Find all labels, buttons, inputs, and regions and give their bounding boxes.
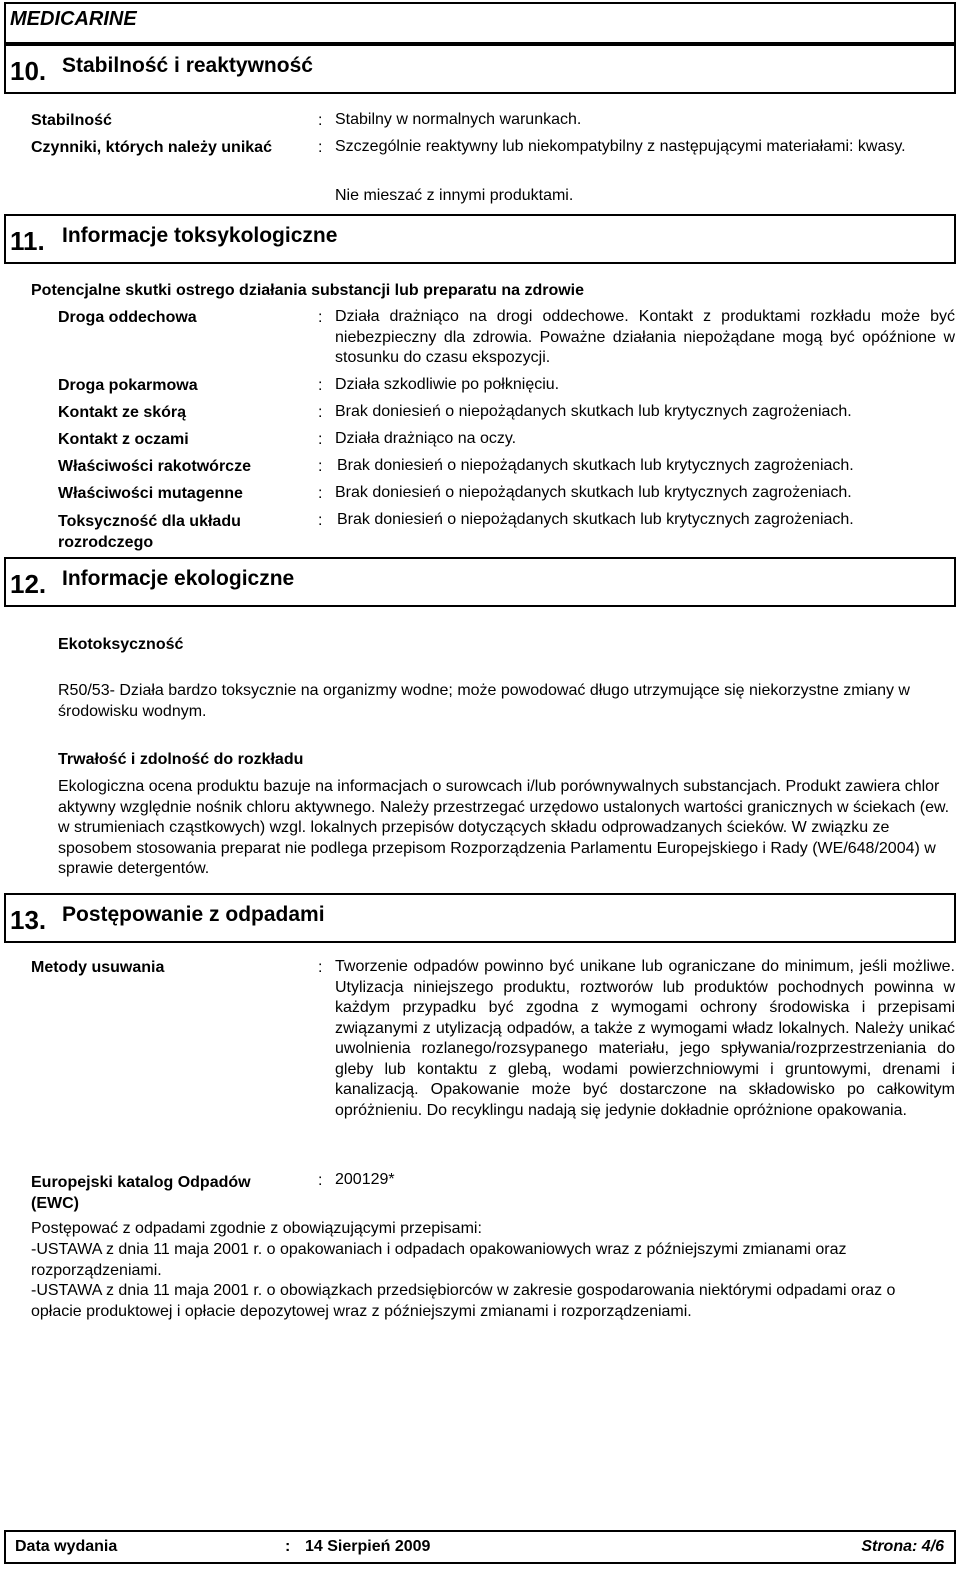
tox-label-reproductive: Toksyczność dla układu rozrodczego xyxy=(58,513,241,551)
colon: : xyxy=(318,309,323,326)
section-10-number: 10. xyxy=(10,56,47,86)
issue-date-colon: : xyxy=(285,1538,291,1555)
colon: : xyxy=(318,1172,323,1189)
colon: : xyxy=(318,458,323,475)
regulation-intro: Postępować z odpadami zgodnie z obowiązującymi przepisami: xyxy=(31,1220,482,1237)
ecotoxicity-text: R50/53- Działa bardzo toksycznie na organizmy wodne; może powodować długo utrzymujące się niekorzystne zmiany w środowisku wodnym. xyxy=(58,682,910,720)
colon: : xyxy=(318,404,323,421)
issue-date-label: Data wydania xyxy=(15,1538,118,1555)
stability-label: Stabilność xyxy=(31,112,112,129)
colon: : xyxy=(318,112,323,129)
acute-effects-heading: Potencjalne skutki ostrego działania substancji lub preparatu na zdrowie xyxy=(31,282,585,299)
colon: : xyxy=(318,485,323,502)
tox-value-skin: Brak doniesień o niepożądanych skutkach lub krytycznych zagrożeniach. xyxy=(335,403,852,420)
ecotoxicity-heading: Ekotoksyczność xyxy=(58,636,184,653)
tox-label-inhalation: Droga oddechowa xyxy=(58,309,197,326)
tox-label-skin: Kontakt ze skórą xyxy=(58,404,187,421)
degradability-heading: Trwałość i zdolność do rozkładu xyxy=(58,751,304,768)
regulation-1: -USTAWA z dnia 11 maja 2001 r. o opakowaniach i odpadach opakowaniowych wraz z późniejszymi zmianami oraz rozporządzeniami. xyxy=(31,1241,847,1279)
tox-label-mutagenic: Właściwości mutagenne xyxy=(58,485,243,502)
colon: : xyxy=(318,512,323,529)
colon: : xyxy=(318,377,323,394)
disposal-methods-label: Metody usuwania xyxy=(31,959,165,976)
footer-box xyxy=(4,1530,956,1564)
disposal-methods-value: Tworzenie odpadów powinno być unikane lub ograniczane do minimum, jeśli możliwe. Utylizacja niniejszego produktu, roztworów lub produktów pochodnych powinna w każdym przypadku być zgodna z wymogami ochrony środowiska i przepisami związanymi z utylizacją odpadów, a także z wymogami władz lokalnych. Należy unikać uwolnienia rozlanego/rozsypanego materiału, jego spływania/rozprzestrzeniania do gleby lub kontaktu z glebą, wodami powierzchniowymi i gruntowymi, drenami i kanalizacją. Opakowanie może być dostarczone na składowisko po całkowitym opróżnieniu. Do recyklingu nadają się jedynie dokładnie opróżnione opakowania. xyxy=(335,958,955,1119)
colon: : xyxy=(318,139,323,156)
ewc-label: Europejski katalog Odpadów (EWC) xyxy=(31,1174,251,1212)
stability-value: Stabilny w normalnych warunkach. xyxy=(335,111,582,128)
header-box xyxy=(4,2,956,44)
section-13-number: 13. xyxy=(10,905,47,935)
avoid-value-2: Nie mieszać z innymi produktami. xyxy=(335,187,574,204)
issue-date-value: 14 Sierpień 2009 xyxy=(305,1538,431,1555)
section-12-title: Informacje ekologiczne xyxy=(62,567,295,590)
ewc-value: 200129* xyxy=(335,1171,395,1188)
section-10-title: Stabilność i reaktywność xyxy=(62,54,313,77)
section-11-title: Informacje toksykologiczne xyxy=(62,224,338,247)
section-12-number: 12. xyxy=(10,569,47,599)
avoid-label: Czynniki, których należy unikać xyxy=(31,139,272,156)
avoid-value: Szczególnie reaktywny lub niekompatybilny z następującymi materiałami: kwasy. xyxy=(335,138,906,155)
colon: : xyxy=(318,959,323,976)
tox-label-carcinogenic: Właściwości rakotwórcze xyxy=(58,458,251,475)
tox-value-reproductive: Brak doniesień o niepożądanych skutkach lub krytycznych zagrożeniach. xyxy=(337,511,854,528)
colon: : xyxy=(318,431,323,448)
section-11-number: 11. xyxy=(10,226,45,256)
section-13-title: Postępowanie z odpadami xyxy=(62,903,325,926)
regulation-2: -USTAWA z dnia 11 maja 2001 r. o obowiązkach przedsiębiorców w zakresie gospodarowania niektórymi odpadami oraz o opłacie produktowej i opłacie depozytowej wraz z późniejszymi zmianami i rozporządzeniami. xyxy=(31,1282,896,1320)
tox-value-ingestion: Działa szkodliwie po połknięciu. xyxy=(335,376,560,393)
tox-value-carcinogenic: Brak doniesień o niepożądanych skutkach lub krytycznych zagrożeniach. xyxy=(337,457,854,474)
tox-value-mutagenic: Brak doniesień o niepożądanych skutkach lub krytycznych zagrożeniach. xyxy=(335,484,852,501)
tox-value-inhalation: Działa drażniąco na drogi oddechowe. Kontakt z produktami rozkładu może być niebezpieczny dla zdrowia. Poważne działania niepożądane mogą być opóźnione w stosunku do czasu ekspozycji. xyxy=(335,308,955,366)
tox-label-ingestion: Droga pokarmowa xyxy=(58,377,198,394)
page-number: Strona: 4/6 xyxy=(861,1538,944,1555)
product-name: MEDICARINE xyxy=(10,8,137,30)
tox-value-eyes: Działa drażniąco na oczy. xyxy=(335,430,517,447)
tox-label-eyes: Kontakt z oczami xyxy=(58,431,189,448)
degradability-text: Ekologiczna ocena produktu bazuje na informacjach o surowcach i/lub porównywalnych substancjach. Produkt zawiera chlor aktywny względnie nośnik chloru aktywnego. Należy przestrzegać urzędowo ustalonych wartości granicznych w ściekach (ew. w strumieniach cząstkowych) wzgl. lokalnych przepisów dotyczących składu odprowadzanych ścieków. W związku ze sposobem stosowania preparat nie podlega przepisom Rozporządzenia Parlamentu Europejskiego i Rady (WE/648/2004) w sprawie detergentów. xyxy=(58,778,950,877)
